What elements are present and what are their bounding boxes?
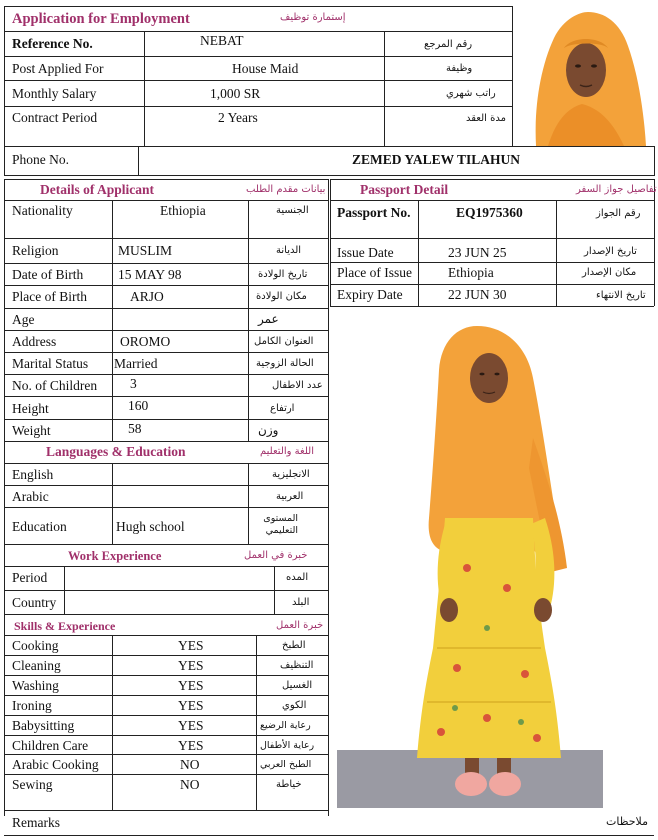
education-value: Hugh school (116, 519, 185, 534)
dob-value: 15 MAY 98 (118, 267, 182, 282)
reference-label: Reference No. (12, 36, 93, 51)
english-label-ar: الانجليزية (272, 469, 310, 480)
salary-label-ar: راتب شهري (446, 88, 496, 99)
reference-value: NEBAT (200, 33, 244, 48)
skill-label: Babysitting (12, 718, 75, 733)
salary-value: 1,000 SR (210, 86, 261, 101)
skill-label: Cooking (12, 638, 59, 653)
weight-label-ar: وزن (258, 423, 279, 437)
skill-label: Sewing (12, 777, 53, 792)
skill-value: YES (178, 658, 204, 673)
place-of-issue-value: Ethiopia (448, 265, 494, 280)
height-label-ar: ارتفاع (270, 403, 295, 414)
period-label-ar: المده (286, 572, 309, 583)
address-label-ar: العنوان الكامل (254, 336, 314, 347)
period-label: Period (12, 570, 48, 585)
salary-label: Monthly Salary (12, 86, 97, 101)
marital-label-ar: الحالة الزوجية (256, 358, 314, 369)
skill-label-ar: الطبخ (282, 640, 306, 651)
contract-label-ar: مدة العقد (466, 113, 506, 124)
languages-section-title-ar: اللغة والتعليم (260, 446, 314, 457)
post-label: Post Applied For (12, 61, 104, 76)
skill-label: Children Care (12, 738, 89, 753)
skill-label-ar: رعاية الرضيع (260, 720, 311, 731)
phone-label: Phone No. (12, 152, 69, 167)
height-label: Height (12, 401, 49, 416)
work-section-title: Work Experience (68, 549, 162, 563)
address-value: OROMO (120, 334, 171, 349)
age-label: Age (12, 312, 35, 327)
full-body-photo (337, 318, 603, 808)
remarks-label: Remarks (12, 815, 60, 830)
expiry-date-value: 22 JUN 30 (448, 287, 507, 302)
children-label: No. of Children (12, 378, 98, 393)
skill-label-ar: الغسيل (282, 680, 313, 691)
marital-value: Married (114, 356, 158, 371)
religion-label-ar: الديانة (276, 245, 302, 256)
applicant-full-name: ZEMED YALEW TILAHUN (352, 152, 521, 167)
applicant-section-title: Details of Applicant (40, 182, 155, 197)
nationality-label: Nationality (12, 203, 73, 218)
children-value: 3 (130, 376, 137, 391)
skill-label-ar: رعاية الأطفال (260, 740, 315, 751)
skill-value: YES (178, 738, 204, 753)
skills-section-title: Skills & Experience (14, 619, 116, 633)
issue-date-value: 23 JUN 25 (448, 245, 507, 260)
skill-label-ar: خياطة (276, 779, 302, 790)
dob-label-ar: تاريخ الولادة (258, 269, 308, 280)
religion-value: MUSLIM (118, 243, 173, 258)
weight-label: Weight (12, 423, 51, 438)
form-title-ar: إستمارة توظيف (280, 12, 346, 23)
languages-section-title: Languages & Education (46, 444, 186, 459)
passport-number-value: EQ1975360 (456, 205, 523, 220)
skill-label-ar: التنظيف (280, 660, 314, 671)
skill-value: YES (178, 678, 204, 693)
form-title: Application for Employment (12, 11, 190, 27)
work-section-title-ar: خبرة في العمل (244, 550, 308, 561)
english-label: English (12, 467, 54, 482)
contract-label: Contract Period (12, 110, 98, 125)
passport-number-label-ar: رقم الجواز (596, 208, 641, 219)
applicant-section-title-ar: بيانات مقدم الطلب (246, 184, 326, 195)
marital-label: Marital Status (12, 356, 89, 371)
remarks-label-ar: ملاحظات (606, 815, 648, 828)
pob-label-ar: مكان الولادة (256, 291, 307, 302)
post-value: House Maid (232, 61, 299, 76)
issue-date-label: Issue Date (337, 245, 394, 260)
expiry-date-label: Expiry Date (337, 287, 403, 302)
passport-number-label: Passport No. (337, 205, 411, 220)
address-label: Address (12, 334, 57, 349)
place-of-issue-label: Place of Issue (337, 265, 412, 280)
skill-value: NO (180, 757, 200, 772)
height-value: 160 (128, 398, 149, 413)
skill-label: Cleaning (12, 658, 61, 673)
passport-section-title: Passport Detail (360, 182, 449, 197)
portrait-photo (516, 8, 650, 146)
nationality-label-ar: الجنسية (276, 205, 309, 216)
expiry-date-label-ar: تاريخ الانتهاء (596, 290, 646, 301)
place-of-issue-label-ar: مكان الإصدار (582, 267, 637, 278)
issue-date-label-ar: تاريخ الإصدار (584, 246, 637, 257)
children-label-ar: عدد الاطفال (272, 380, 323, 391)
pob-label: Place of Birth (12, 289, 87, 304)
skill-label: Ironing (12, 698, 52, 713)
arabic-label-ar: العربية (276, 491, 304, 502)
country-label: Country (12, 595, 57, 610)
nationality-value: Ethiopia (160, 203, 206, 218)
weight-value: 58 (128, 421, 142, 436)
education-label-ar: المستوى التعليمي (263, 513, 298, 536)
contract-value: 2 Years (218, 110, 258, 125)
skill-value: YES (178, 638, 204, 653)
skill-value: YES (178, 698, 204, 713)
post-label-ar: وظيفة (446, 63, 473, 74)
passport-section-title-ar: تفاصيل جواز السفر (576, 184, 657, 195)
dob-label: Date of Birth (12, 267, 84, 282)
education-label: Education (12, 519, 67, 534)
skill-label-ar: الكوي (282, 700, 307, 711)
religion-label: Religion (12, 243, 59, 258)
pob-value: ARJO (130, 289, 164, 304)
age-label-ar: عمر (258, 312, 279, 326)
skill-label-ar: الطبخ العربي (260, 759, 312, 770)
skill-label: Arabic Cooking (12, 757, 99, 772)
skill-value: NO (180, 777, 200, 792)
reference-label-ar: رقم المرجع (424, 39, 473, 50)
skills-section-title-ar: خبرة العمل (276, 620, 324, 631)
arabic-label: Arabic (12, 489, 49, 504)
country-label-ar: البلد (292, 597, 310, 608)
skill-value: YES (178, 718, 204, 733)
skill-label: Washing (12, 678, 59, 693)
